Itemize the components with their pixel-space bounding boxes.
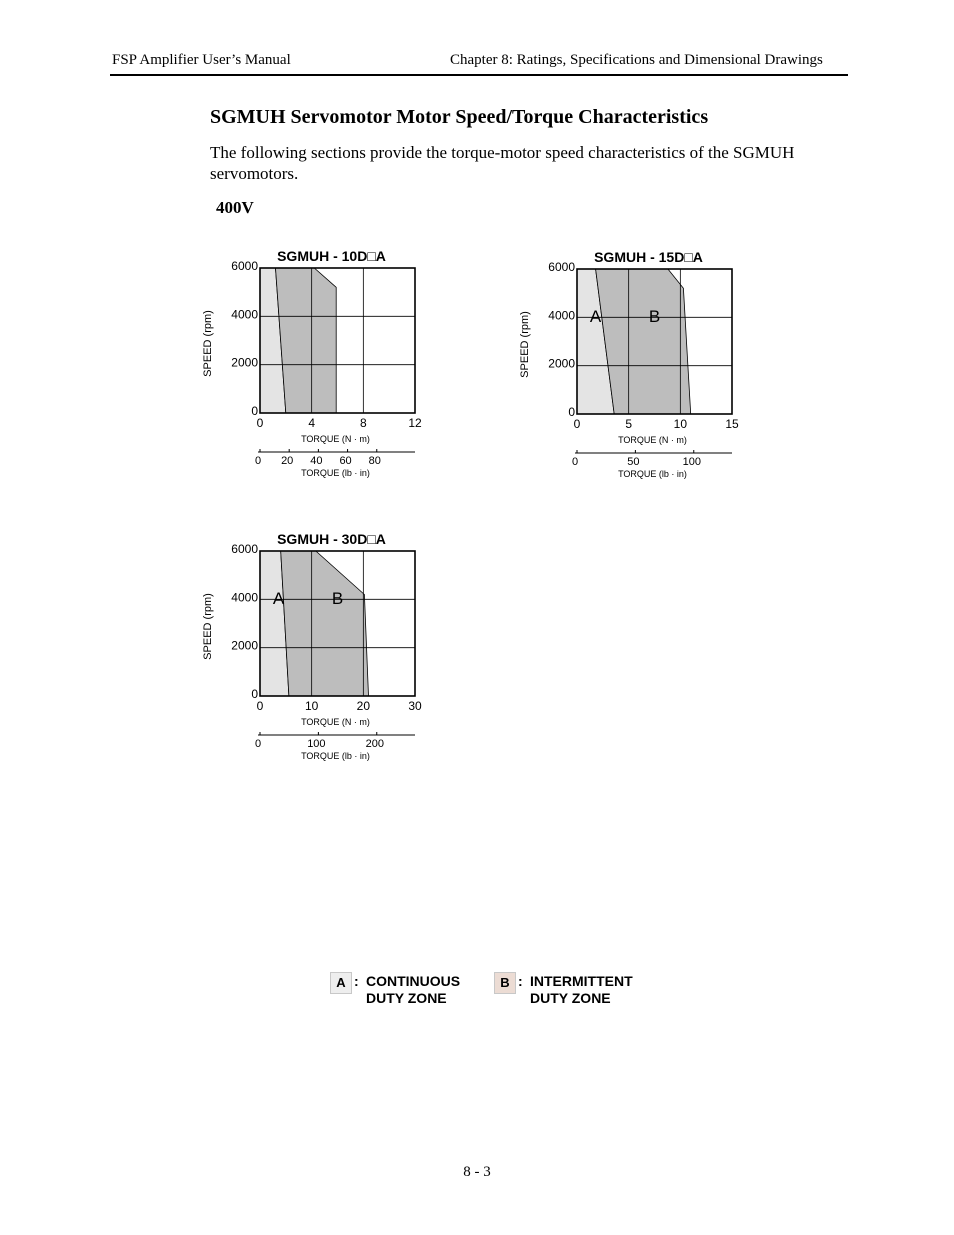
secondary-tick-label: 60 xyxy=(339,455,352,467)
y-tick-label: 2000 xyxy=(548,356,575,371)
x-axis-label: TORQUE (N · m) xyxy=(618,435,687,445)
legend-a-text xyxy=(366,973,460,1007)
legend-b-swatch: B xyxy=(494,972,516,994)
legend-b-line1: INTERMITTENT xyxy=(530,973,633,989)
y-axis-label: SPEED (rpm) xyxy=(202,310,214,377)
y-tick-label: 0 xyxy=(251,404,258,418)
zone-a-label: A xyxy=(589,307,602,327)
secondary-tick-label: 50 xyxy=(627,456,640,468)
secondary-tick-label: 200 xyxy=(365,738,384,750)
x-tick-label: 0 xyxy=(256,416,264,430)
x-tick-label: 30 xyxy=(408,699,422,713)
legend-b-line2: DUTY ZONE xyxy=(530,990,611,1006)
x-tick-label: 0 xyxy=(573,417,581,431)
chart-sgmuh-10d xyxy=(180,240,450,490)
zone-b-label: B xyxy=(648,307,661,327)
zone-a-label: A xyxy=(272,589,285,609)
y-tick-label: 4000 xyxy=(548,308,575,323)
x-axis-label: TORQUE (N · m) xyxy=(301,434,370,444)
secondary-axis-label: TORQUE (lb · in) xyxy=(301,751,370,761)
zone-b-label: B xyxy=(331,589,344,609)
y-tick-label: 2000 xyxy=(231,355,258,370)
secondary-axis-label: TORQUE (lb · in) xyxy=(618,469,687,479)
chart-title: SGMUH - 30D□A xyxy=(277,531,386,547)
intermittent-duty-zone xyxy=(281,551,369,696)
y-axis-label: SPEED (rpm) xyxy=(519,311,531,378)
chart-title: SGMUH - 15D□A xyxy=(594,249,703,265)
y-tick-label: 6000 xyxy=(231,259,258,273)
x-tick-label: 15 xyxy=(725,417,739,431)
legend-b-colon: : xyxy=(518,973,523,989)
x-tick-label: 0 xyxy=(256,699,264,713)
x-tick-label: 10 xyxy=(673,417,688,431)
y-tick-label: 0 xyxy=(568,405,575,419)
header-chapter-title: Chapter 8: Ratings, Specifications and Dimensional Drawings xyxy=(450,52,823,68)
legend-a-colon: : xyxy=(354,973,359,989)
secondary-tick-label: 0 xyxy=(254,455,262,467)
page-number: 8 - 3 xyxy=(463,1164,491,1180)
section-title: SGMUH Servomotor Motor Speed/Torque Characteristics xyxy=(210,106,709,128)
header-manual-title: FSP Amplifier User’s Manual xyxy=(112,52,291,68)
chart-sgmuh-15d xyxy=(497,241,767,491)
x-tick-label: 20 xyxy=(356,699,371,713)
y-tick-label: 4000 xyxy=(231,590,258,605)
secondary-axis-label: TORQUE (lb · in) xyxy=(301,468,370,478)
secondary-tick-label: 80 xyxy=(368,455,381,467)
header-rule xyxy=(110,74,848,76)
x-tick-label: 8 xyxy=(359,416,367,430)
y-tick-label: 4000 xyxy=(231,307,258,322)
voltage-heading: 400V xyxy=(216,198,254,217)
legend-a-line1: CONTINUOUS xyxy=(366,973,461,989)
chart-title: SGMUH - 10D□A xyxy=(277,248,386,264)
chart-sgmuh-30d xyxy=(180,523,450,773)
x-axis-label: TORQUE (N · m) xyxy=(301,717,370,727)
y-tick-label: 0 xyxy=(251,687,258,701)
y-axis-label: SPEED (rpm) xyxy=(202,593,214,660)
legend-a-line2: DUTY ZONE xyxy=(366,990,447,1006)
secondary-tick-label: 0 xyxy=(254,738,262,750)
intermittent-duty-zone xyxy=(276,268,337,413)
secondary-tick-label: 100 xyxy=(682,456,701,468)
y-tick-label: 6000 xyxy=(548,260,575,274)
x-tick-label: 4 xyxy=(308,416,316,430)
legend-a-swatch: A xyxy=(330,972,352,994)
secondary-tick-label: 0 xyxy=(571,456,579,468)
section-intro: The following sections provide the torque-motor speed characteristics of the SGMUH servomotors. xyxy=(210,143,795,183)
secondary-tick-label: 40 xyxy=(310,455,323,467)
secondary-tick-label: 20 xyxy=(281,455,294,467)
secondary-tick-label: 100 xyxy=(307,738,326,750)
y-tick-label: 2000 xyxy=(231,638,258,653)
x-tick-label: 12 xyxy=(408,416,422,430)
legend-b-text xyxy=(530,973,633,1007)
x-tick-label: 10 xyxy=(304,699,319,713)
y-tick-label: 6000 xyxy=(231,542,258,556)
x-tick-label: 5 xyxy=(625,417,633,431)
